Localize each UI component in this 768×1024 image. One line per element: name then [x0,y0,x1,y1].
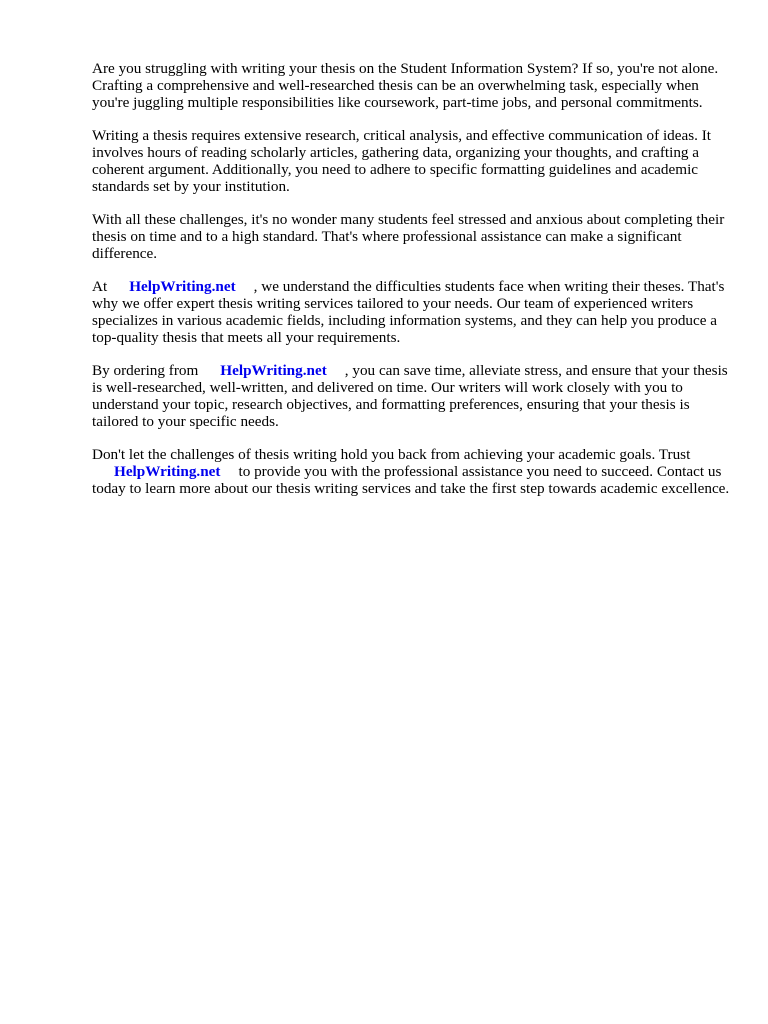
paragraph-text: to provide you with the professional assistance you need to succeed. Contact us today to learn more about our thesis writing services and take the first step towards academic excellence. [92,463,730,497]
paragraph-requirements: Writing a thesis requires extensive research, critical analysis, and effective communication of ideas. It involves hours of reading scholarly articles, gathering data, organizing your thoughts, and crafting a coherent argument. Additionally, you need to adhere to specific formatting guidelines and academic standards set by your institution. [92,127,712,195]
paragraph-ordering [92,362,732,430]
paragraph-call-to-action [92,446,732,497]
document-body [92,60,732,513]
helpwriting-link[interactable]: HelpWriting.net [129,278,236,295]
paragraph-text: , you can save time, alleviate stress, and ensure that your thesis is well-researched, well-written, and delivered on time. Our writers will work closely with you to understand your topic, research objectives, and formatting preferences, ensuring that your thesis is tailored to your specific needs. [92,362,728,430]
helpwriting-link[interactable]: HelpWriting.net [114,463,221,480]
paragraph-text: At [92,278,108,295]
paragraph-text: , we understand the difficulties students face when writing their theses. That's why we offer expert thesis writing services tailored to your needs. Our team of experienced writers specializes in various academic fields, including information systems, and they can help you produce a top-quality thesis that meets all your requirements. [92,278,725,346]
paragraph-about-service [92,278,732,346]
paragraph-challenges: With all these challenges, it's no wonder many students feel stressed and anxious about completing their thesis on time and to a high standard. That's where professional assistance can make a significant difference. [92,211,725,262]
paragraph-text: By ordering from [92,362,199,379]
helpwriting-link[interactable]: HelpWriting.net [220,362,327,379]
paragraph-intro: Are you struggling with writing your thesis on the Student Information System? If so, you're not alone. Crafting a comprehensive and well-researched thesis can be an overwhelming task, especially when you're juggling multiple responsibilities like coursework, part-time jobs, and personal commitments. [92,60,719,111]
paragraph-text: Don't let the challenges of thesis writing hold you back from achieving your academic goals. Trust [92,446,691,463]
